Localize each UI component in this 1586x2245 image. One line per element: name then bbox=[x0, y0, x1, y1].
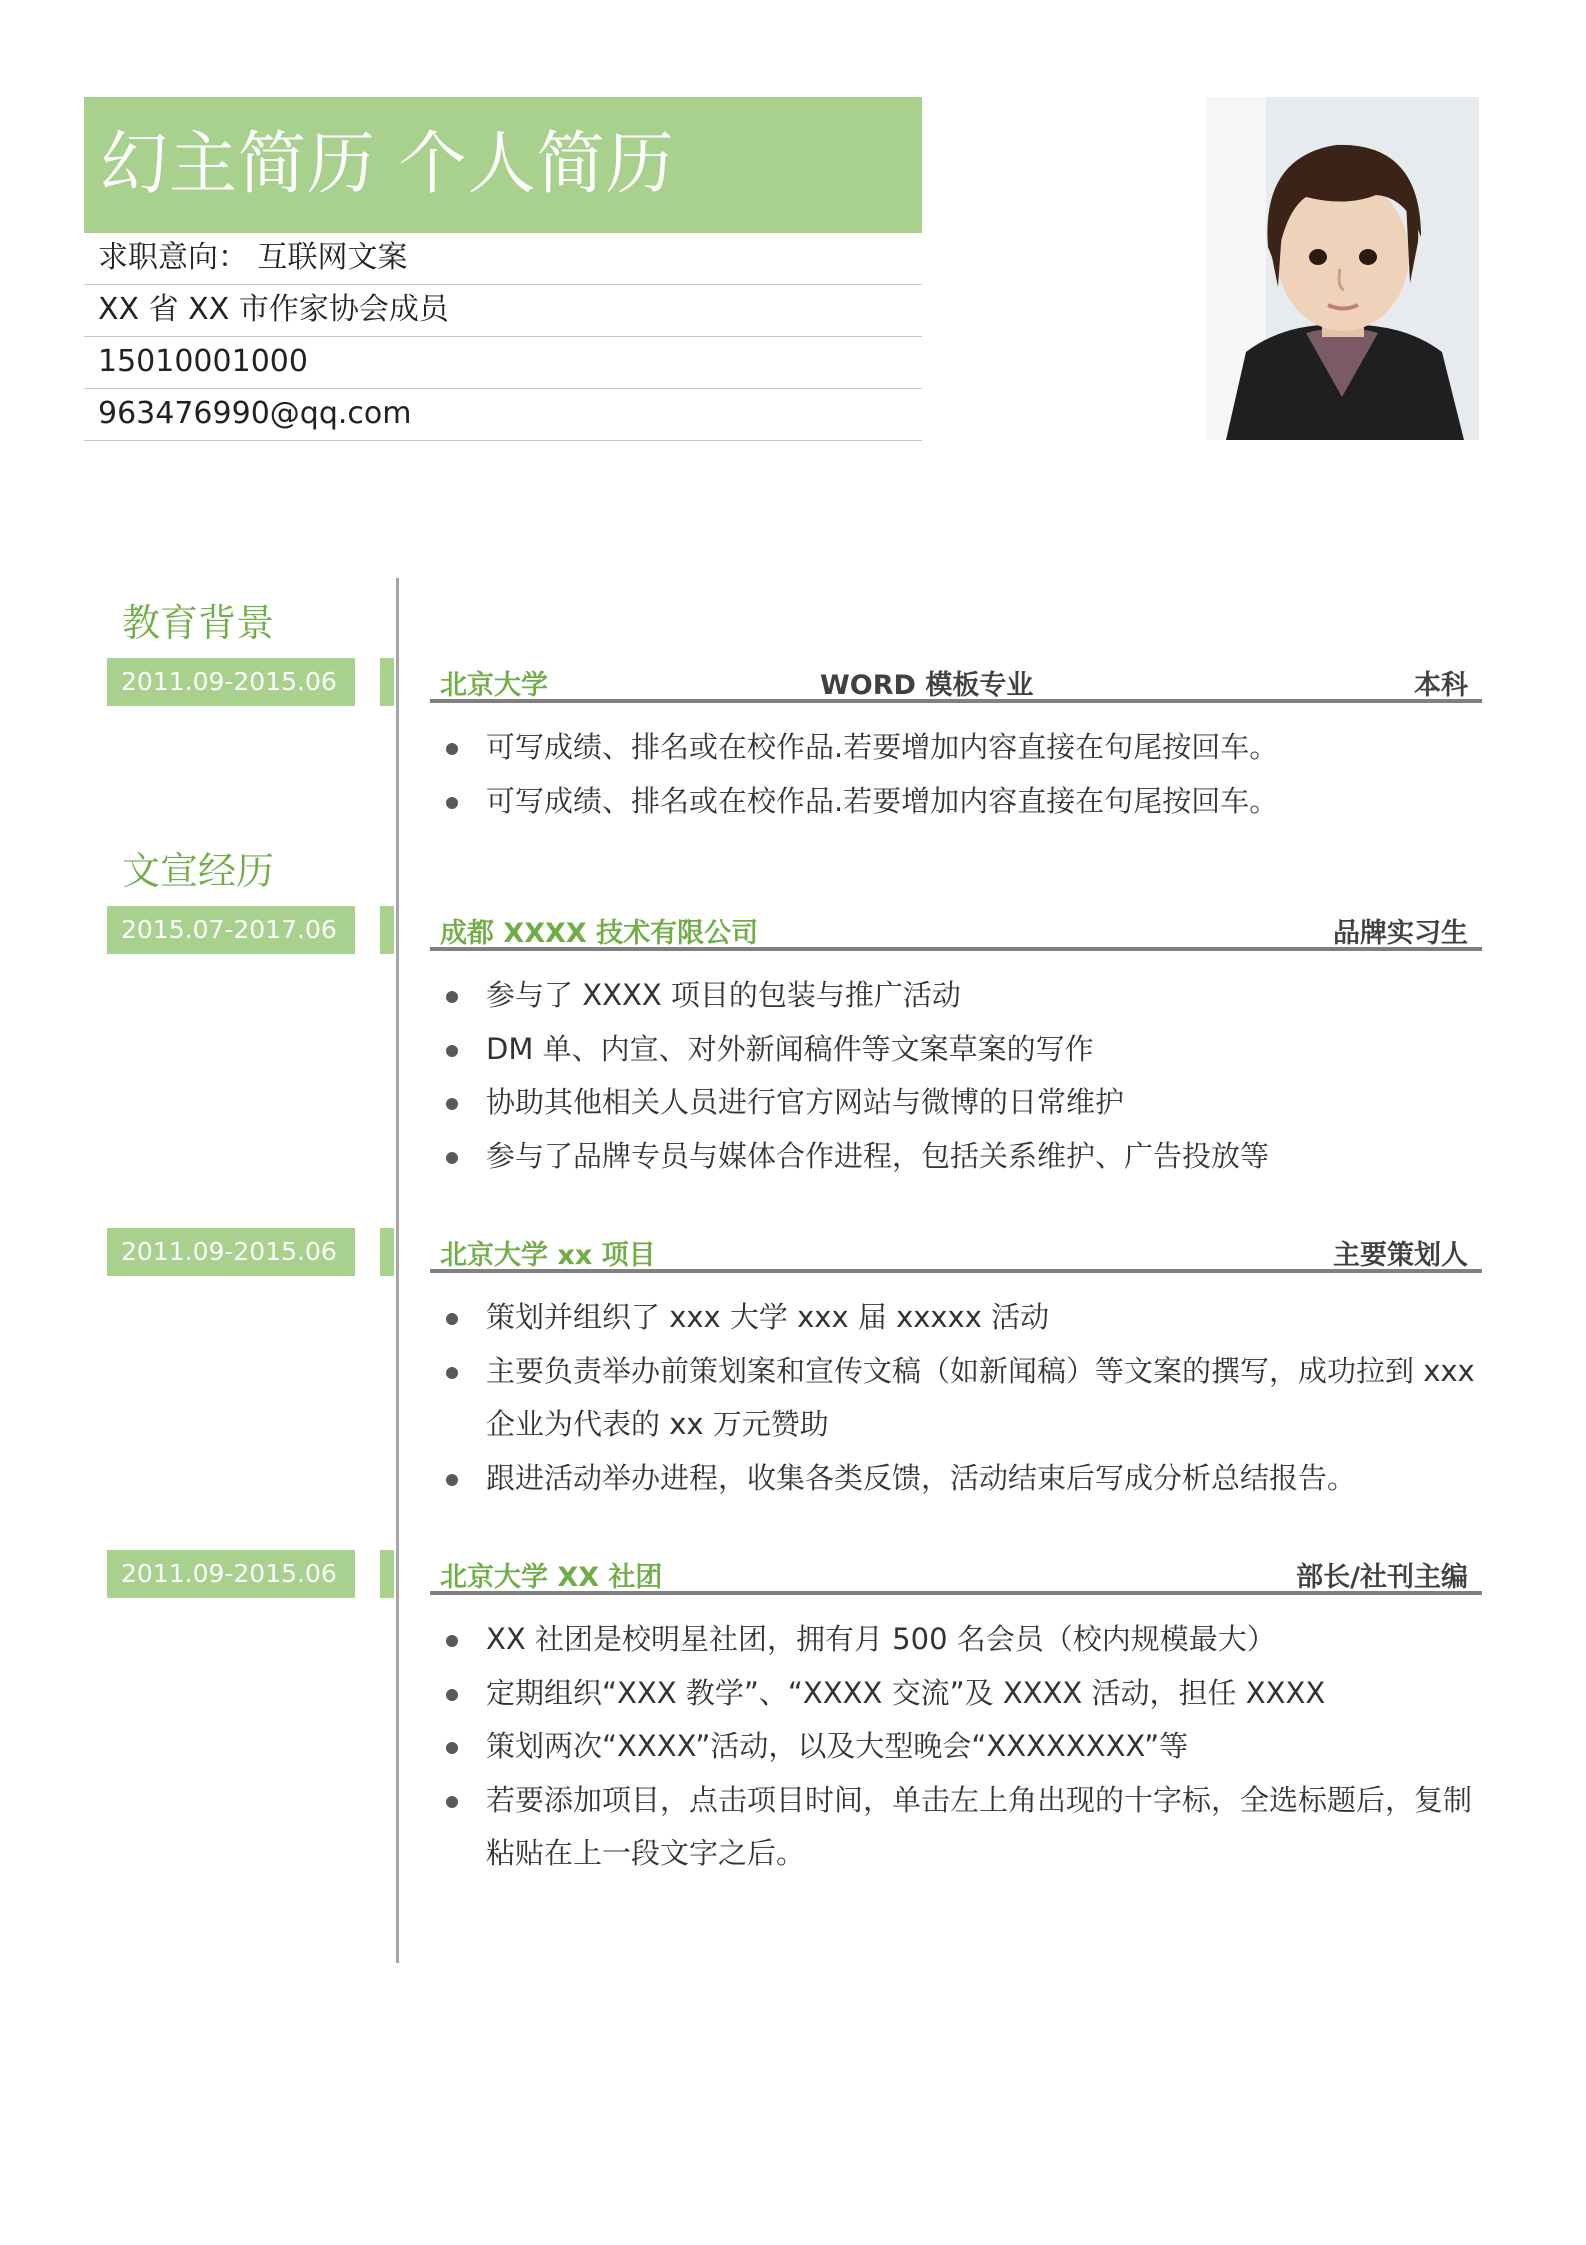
date-badge: 2011.09-2015.06 bbox=[107, 658, 355, 706]
job-intention: 求职意向： 互联网文案 bbox=[84, 233, 922, 285]
entry-header bbox=[430, 1233, 1482, 1273]
email: 963476990@qq.com bbox=[84, 389, 922, 441]
list-item: 策划两次“XXXX”活动，以及大型晚会“XXXXXXXX”等 bbox=[446, 1720, 1496, 1774]
list-item: 跟进活动举办进程，收集各类反馈，活动结束后写成分析总结报告。 bbox=[446, 1452, 1496, 1506]
list-item: DM 单、内宣、对外新闻稿件等文案草案的写作 bbox=[446, 1023, 1496, 1077]
entry-org: 北京大学 XX 社团 bbox=[440, 1562, 663, 1593]
entry-degree: 本科 bbox=[1414, 670, 1468, 701]
entry-org: 北京大学 bbox=[440, 670, 548, 701]
timeline-tick bbox=[380, 906, 394, 954]
entry-major: WORD 模板专业 bbox=[820, 670, 1034, 701]
entry-org: 北京大学 xx 项目 bbox=[440, 1240, 656, 1271]
timeline-tick bbox=[380, 1228, 394, 1276]
list-item: 定期组织“XXX 教学”、“XXXX 交流”及 XXXX 活动，担任 XXXX bbox=[446, 1667, 1496, 1721]
list-item: 可写成绩、排名或在校作品.若要增加内容直接在句尾按回车。 bbox=[446, 775, 1496, 829]
bullet-list bbox=[446, 969, 1496, 1183]
list-item: 参与了 XXXX 项目的包装与推广活动 bbox=[446, 969, 1496, 1023]
bullet-list bbox=[446, 1613, 1496, 1881]
list-item: 可写成绩、排名或在校作品.若要增加内容直接在句尾按回车。 bbox=[446, 721, 1496, 775]
profile-photo bbox=[1206, 97, 1479, 440]
timeline-tick bbox=[380, 658, 394, 706]
entry-org: 成都 XXXX 技术有限公司 bbox=[440, 918, 759, 949]
entry-header bbox=[430, 911, 1482, 951]
bullet-list bbox=[446, 1291, 1496, 1505]
list-item: XX 社团是校明星社团，拥有月 500 名会员（校内规模最大） bbox=[446, 1613, 1496, 1667]
date-badge: 2011.09-2015.06 bbox=[107, 1228, 355, 1276]
entry-role: 主要策划人 bbox=[1333, 1240, 1468, 1271]
list-item: 若要添加项目，点击项目时间，单击左上角出现的十字标，全选标题后，复制粘贴在上一段文字之后。 bbox=[446, 1774, 1496, 1881]
resume-title: 幻主简历 个人简历 bbox=[84, 97, 922, 233]
list-item: 主要负责举办前策划案和宣传文稿（如新闻稿）等文案的撰写，成功拉到 xxx 企业为代表的 xx 万元赞助 bbox=[446, 1345, 1496, 1452]
date-badge: 2011.09-2015.06 bbox=[107, 1550, 355, 1598]
list-item: 参与了品牌专员与媒体合作进程，包括关系维护、广告投放等 bbox=[446, 1130, 1496, 1184]
membership: XX 省 XX 市作家协会成员 bbox=[84, 285, 922, 337]
list-item: 协助其他相关人员进行官方网站与微博的日常维护 bbox=[446, 1076, 1496, 1130]
timeline-line bbox=[396, 578, 399, 1963]
list-item: 策划并组织了 xxx 大学 xxx 届 xxxxx 活动 bbox=[446, 1291, 1496, 1345]
entry-header bbox=[430, 663, 1482, 703]
phone: 15010001000 bbox=[84, 337, 922, 389]
entry-header bbox=[430, 1555, 1482, 1595]
bullet-list bbox=[446, 721, 1496, 828]
date-badge: 2015.07-2017.06 bbox=[107, 906, 355, 954]
entry-role: 部长/社刊主编 bbox=[1296, 1562, 1468, 1593]
section-heading-experience: 文宣经历 bbox=[122, 849, 275, 893]
entry-role: 品牌实习生 bbox=[1333, 918, 1468, 949]
section-heading-education: 教育背景 bbox=[122, 601, 275, 645]
timeline-tick bbox=[380, 1550, 394, 1598]
